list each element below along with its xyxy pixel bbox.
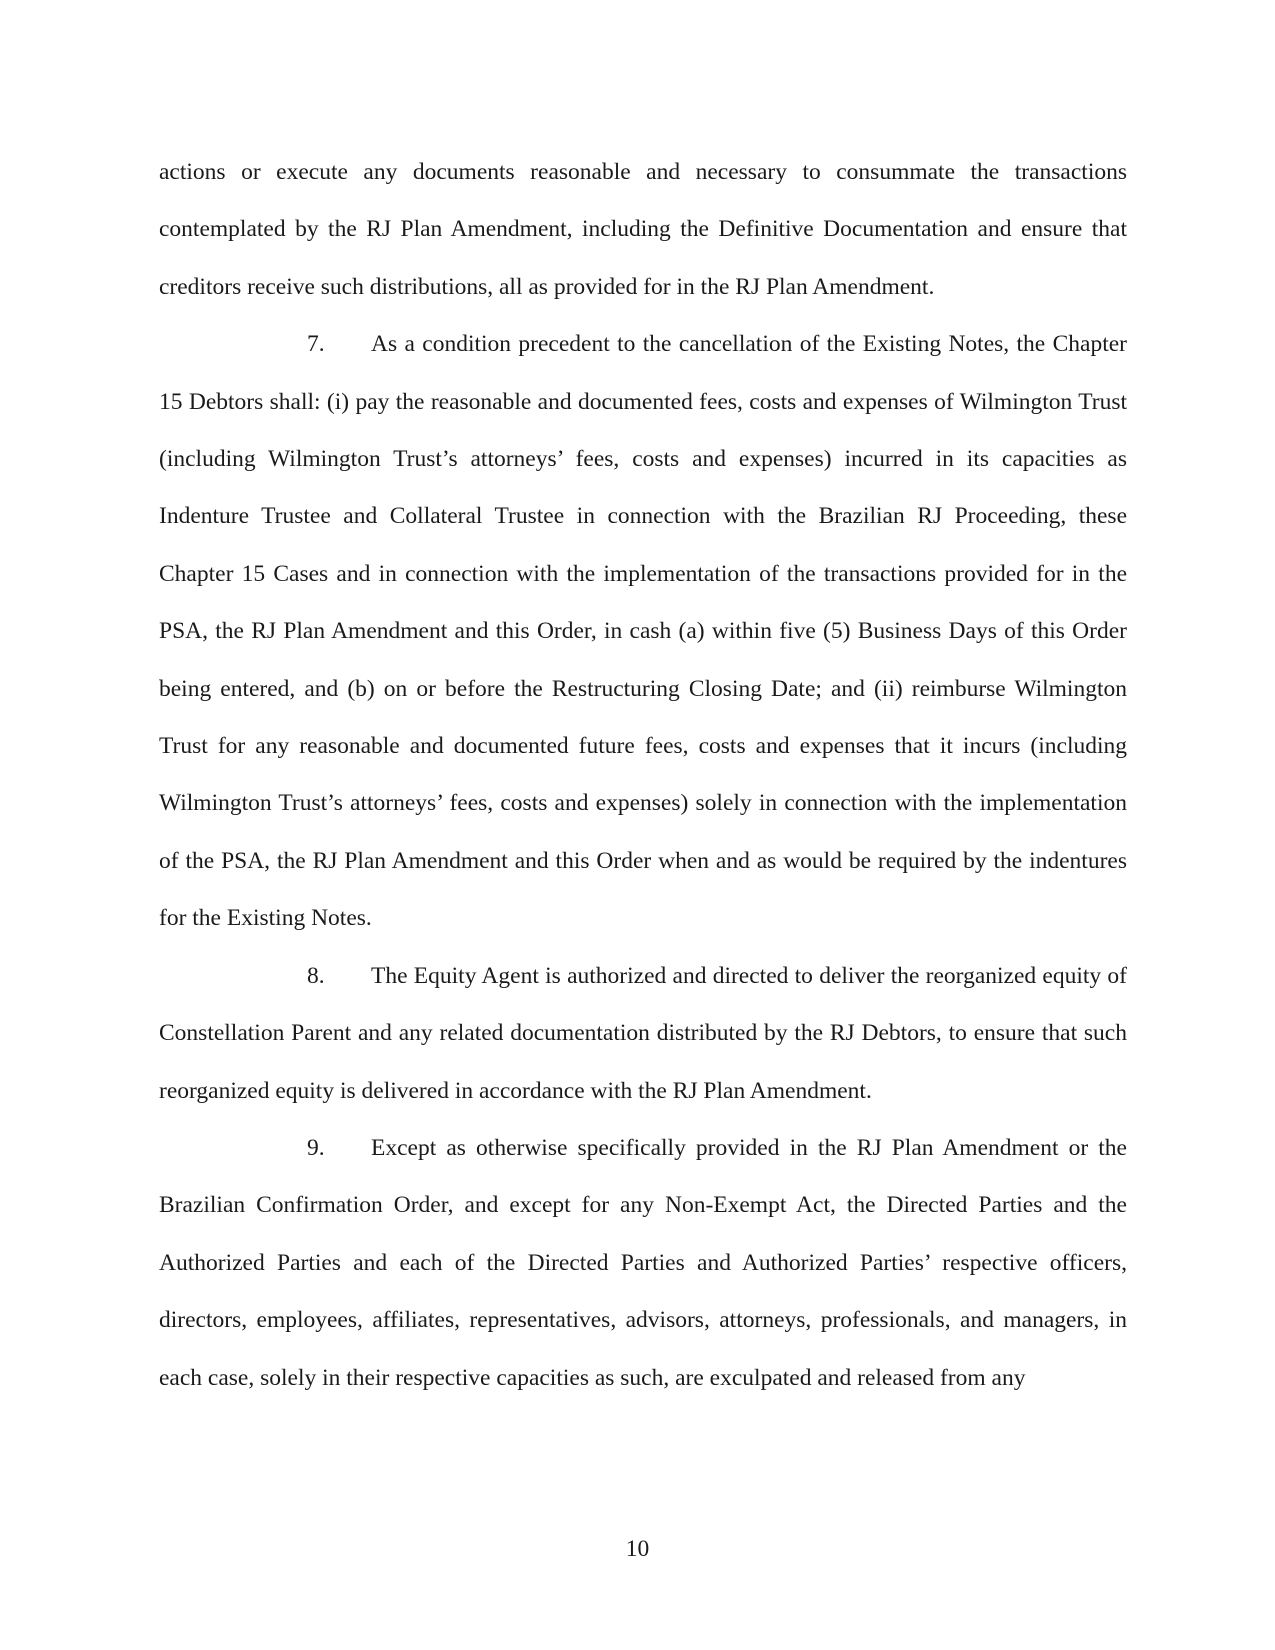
paragraph-7: [159, 316, 1127, 947]
paragraph-text: Except as otherwise specifically provided in the RJ Plan Amendment or the Brazilian Confirmation Order, and except for any Non-Exempt Act, the Directed Parties and the Authorized Parties and each of the Directed Parties and Authorized Parties’ respective officers, directors, employees, affiliates, representatives, advisors, attorneys, professionals, and managers, in each case, solely in their respective capacities as such, are exculpated and released from any: [159, 1134, 1127, 1391]
paragraph-9: [159, 1120, 1127, 1407]
paragraph-text: As a condition precedent to the cancellation of the Existing Notes, the Chapter 15 Debtors shall: (i) pay the reasonable and documented fees, costs and expenses of Wilmington Trust (including Wilmington Trust’s attorneys’ fees, costs and expenses) incurred in its capacities as Indenture Trustee and Collateral Trustee in connection with the Brazilian RJ Proceeding, these Chapter 15 Cases and in connection with the implementation of the transactions provided for in the PSA, the RJ Plan Amendment and this Order, in cash (a) within five (5) Business Days of this Order being entered, and (b) on or before the Restructuring Closing Date; and (ii) reimburse Wilmington Trust for any reasonable and documented future fees, costs and expenses that it incurs (including Wilmington Trust’s attorneys’ fees, costs and expenses) solely in connection with the implementation of the PSA, the RJ Plan Amendment and this Order when and as would be required by the indentures for the Existing Notes.: [159, 331, 1127, 932]
continuation-paragraph: actions or execute any documents reasonable and necessary to consummate the transactions contemplated by the RJ Plan Amendment, including the Definitive Documentation and ensure that creditors receive such distributions, all as provided for in the RJ Plan Amendment.: [159, 159, 1127, 300]
page-number: 10: [625, 1536, 650, 1562]
paragraph-number: 9.: [307, 1134, 325, 1161]
paragraph-number: 7.: [307, 331, 325, 358]
paragraph-8: [159, 948, 1127, 1120]
document-body: [159, 144, 1127, 1407]
paragraph-text: The Equity Agent is authorized and directed to deliver the reorganized equity of Constellation Parent and any related documentation distributed by the RJ Debtors, to ensure that such reorganized equity is delivered in accordance with the RJ Plan Amendment.: [159, 962, 1127, 1104]
paragraph-number: 8.: [307, 962, 325, 989]
